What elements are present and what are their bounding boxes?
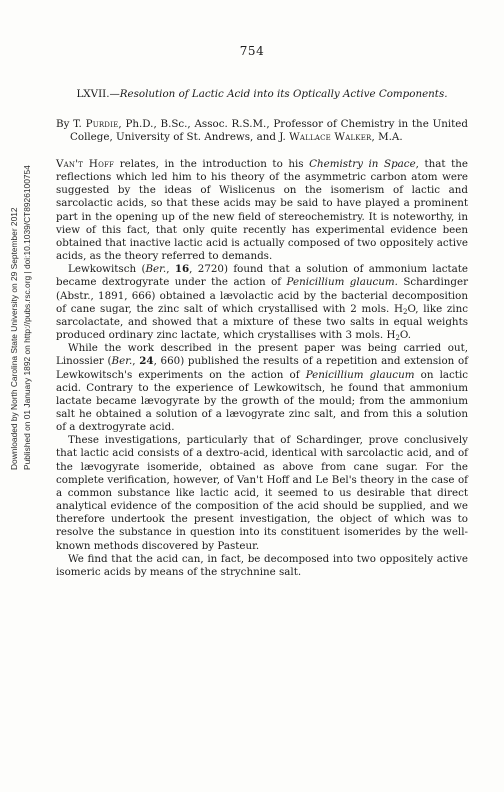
citation-page: , 660)	[153, 355, 185, 368]
byline-by: By T.	[56, 117, 86, 130]
paragraph-5: We find that the acid can, in fact, be decomposed into two oppositely active isomeric acids by means of the strychnine salt.	[56, 552, 468, 578]
subscript: 2	[395, 334, 400, 343]
download-watermark	[8, 130, 34, 470]
author-credentials-purdie: , Ph.D., B.Sc., Assoc. R.S.M., Professor of Chemistry in the United College, University of St. Andrews, and J.	[70, 117, 468, 143]
article-body	[56, 88, 468, 579]
journal-volume: 24	[139, 355, 154, 368]
journal-abbrev: Ber.	[111, 355, 133, 368]
paragraph-text: O.	[399, 329, 412, 342]
author-credentials-walker: , M.A.	[371, 130, 403, 143]
subscript: 2	[402, 307, 408, 316]
citation-spacer: ,	[166, 263, 175, 276]
paragraph-text: O, like zinc sarcolactate, and showed that a mixture of these two salts in equal weights produced ordinary zinc lactate, which crystallises with 3 mols. H	[56, 302, 468, 342]
organism-name: Penicillium glaucum.	[286, 276, 398, 289]
paragraph-3	[56, 342, 468, 434]
paragraph-text: found that a solution of ammonium lactate became dextrogyrate under the action of	[56, 263, 469, 289]
paragraph-text: Schardinger (Abstr., 1891, 666) obtained a lævolactic acid by the bacterial decomposition of cane sugar, the zinc salt of which crystallised with 2 mols. H	[56, 276, 468, 315]
organism-name: Penicillium glaucum	[305, 368, 415, 381]
citation-spacer: ,	[132, 355, 140, 368]
paragraph-text: published the results of a repetition and extension of Lewkowitsch's experiments on the action of	[56, 355, 469, 381]
journal-abbrev: Ber.	[145, 263, 167, 276]
book-title: Chemistry in Space	[309, 158, 416, 170]
paragraph-2	[56, 263, 468, 342]
paragraph-lead-name: Van't Hoff	[56, 158, 115, 170]
publication-note[interactable]: Published on 01 January 1892 on http://pubs.rsc.org | doi:10.1039/CT8926100754	[21, 165, 32, 470]
paragraph-4: These investigations, particularly that of Schardinger, prove conclusively that lactic acid consists of a dextro-acid, identical with sarcolactic acid, and of the lævogyrate isomeride, obtained as above from cane sugar. For the complete verification, however, of Van't Hoff and Le Bel's theory in the case of a common substance like lactic acid, it seemed to us desirable that direct analytical evidence of the composition of the acid should be supplied, and we therefore undertook the present investigation, the object of which was to resolve the substance in question into its constituent isomerides by the well-known methods discovered by Pasteur.	[56, 434, 468, 552]
article-title-text: Resolution of Lactic Acid into its Optically Active Components.	[119, 88, 448, 100]
paragraph-text: relates, in the introduction to his	[114, 158, 310, 170]
author-name-walker: Wallace Walker	[289, 130, 372, 143]
download-note[interactable]: Downloaded by North Carolina State University on 29 September 2012	[9, 207, 19, 470]
paragraph-text: on lactic acid. Contrary to the experience of Lewkowitsch, he found that ammonium lactate became lævogyrate by the growth of the mould; from the ammonium salt he obtained a solution of a lævogyrate zinc salt, and from this a solution of a dextrogyrate acid.	[56, 368, 469, 434]
author-name-purdie: Purdie	[85, 117, 119, 130]
article-title	[56, 88, 468, 102]
article-number: LXVII.—	[76, 88, 120, 100]
paragraph-text: Lewkowitsch (	[68, 263, 146, 276]
page-number: 754	[239, 44, 265, 58]
paragraph-1	[56, 158, 468, 263]
author-byline	[56, 118, 468, 144]
citation-page: , 2720)	[189, 263, 229, 276]
paragraph-text: , that the reflections which led him to his theory of the asymmetric carbon atom were suggested by the ideas of Wislicenus on the isomerism of lactic and sarcolactic acids, so that these acids may be said to have played a prominent part in the opening up of the new field of stereochemistry. It is noteworthy, in view of this fact, that only quite recently has experimental evidence been obtained that inactive lactic acid is actually composed of two oppositely active acids, as the theory referred to demands.	[56, 158, 468, 263]
journal-volume: 16	[174, 263, 190, 276]
paragraph-text: While the work described in the present paper was being carried out, Linossier (	[56, 342, 468, 368]
